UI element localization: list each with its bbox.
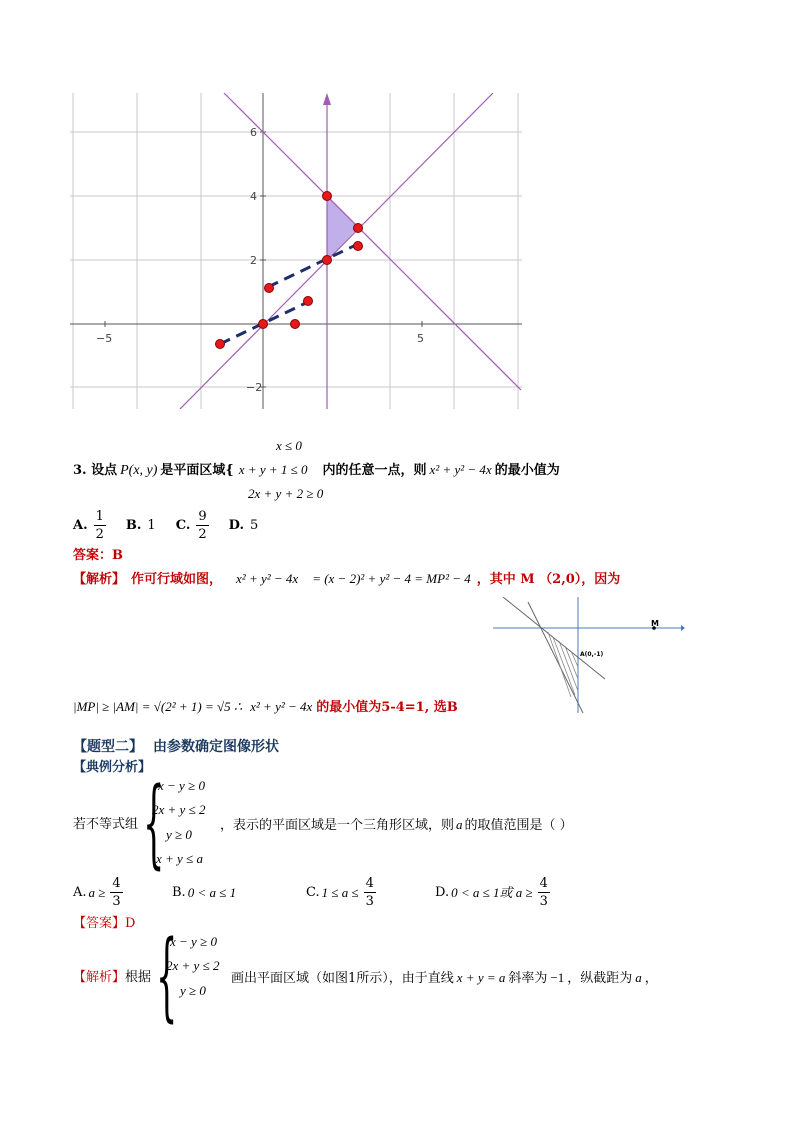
q3-analysis-line2: [73, 699, 458, 716]
y-tick-6: 6: [250, 126, 257, 139]
type2-analysis-int: ，纵截距为: [567, 971, 633, 986]
type2-analysis-end: ，: [644, 971, 658, 986]
y-tick-neg2: −2: [246, 381, 263, 394]
type2-brace: {: [143, 767, 165, 879]
q3-expr: x² + y² − 4x: [429, 462, 492, 477]
q3-analysis-tag: 【解析】: [73, 572, 126, 587]
q3-system-line3: 2x + y + 2 ≥ 0: [248, 486, 324, 501]
type2-stem-end: 的取值范围是（ ）: [464, 818, 573, 833]
arrow-head: [323, 93, 331, 105]
q3-analysis-conclusion: 的最小值为5-4=1, 选B: [316, 700, 458, 715]
q3-option-a-value: $\frac{1}{2}$: [95, 509, 104, 542]
section-heading-tag: 【题型二】: [73, 739, 143, 755]
type2-analysis-pre: [73, 970, 151, 986]
section-heading-title: 由参数确定图像形状: [153, 739, 279, 755]
q3-system-line2: x + y + 1 ≤ 0: [238, 462, 308, 477]
small-figure-label-a: A(0,-1): [580, 651, 604, 658]
type2-sys-4: x + y ≤ a: [156, 851, 203, 866]
q3-suffix: 的最小值为: [494, 463, 560, 478]
type2-answer: 【答案】D: [73, 916, 136, 931]
x-tick-5: 5: [417, 332, 424, 345]
type2-analysis-slope-val: −1: [550, 970, 565, 985]
type2-stem-var: a: [456, 817, 463, 832]
type2-analysis-line: x + y = a: [456, 970, 506, 985]
type2-option-c: C. 1 ≤ a ≤ $\frac{4}{3}$: [306, 876, 374, 909]
q3-analysis-text2: ，其中 M （2,0），因为: [476, 572, 621, 587]
q3-stem: [73, 462, 560, 479]
q3-analysis-eq: = (x − 2)² + y² − 4 = MP² − 4: [312, 571, 471, 586]
q3-analysis-expr2: x² + y² − 4x: [250, 699, 313, 714]
q3-analysis-text1: 作可行域如图，: [131, 572, 223, 587]
q3-prefix: 3. 设点: [73, 463, 118, 478]
type2-option-a: A. a ≥ $\frac{4}{3}$: [73, 876, 121, 909]
q3-answer: 答案：B: [73, 548, 123, 563]
type2-stem-pre: 若不等式组: [73, 817, 139, 832]
q3-option-c-label: C.: [175, 517, 191, 533]
grid: [70, 93, 522, 409]
type2-analysis-slope: 斜率为: [508, 971, 548, 986]
line-x-plus-y: [224, 93, 521, 390]
type2-analysis-post-text: 画出平面区域（如图1所示），由于直线: [231, 971, 454, 986]
y-tick-4: 4: [250, 190, 257, 203]
type2-sys-2: 2x + y ≤ 2: [152, 802, 206, 817]
x-tick-neg5: −5: [96, 332, 113, 345]
type2-option-b: B. 0 < a ≤ 1: [172, 885, 237, 900]
q3-option-d-label: D.: [228, 517, 244, 533]
q3-option-d-value: 5: [249, 517, 259, 533]
q3-mid2: 内的任意一点，则: [322, 463, 427, 478]
type2-analysis-pre-text: 根据: [125, 970, 152, 985]
type2-analysis-int-var: a: [635, 970, 642, 985]
q3-analysis-line1: [73, 571, 620, 588]
type2-sys-3: y ≥ 0: [166, 827, 192, 842]
y-tick-2: 2: [250, 254, 257, 267]
q3-option-b-label: B.: [125, 517, 142, 533]
type2-analysis-post: [231, 970, 658, 987]
q3-analysis-ineq: |MP| ≥ |AM| = √(2² + 1) = √5 ∴: [73, 699, 243, 714]
type2-sys-1: x − y ≥ 0: [158, 778, 205, 793]
q3-option-c-value: $\frac{9}{2}$: [198, 509, 207, 542]
section-subheading: 【典例分析】: [73, 760, 152, 775]
line-y-eq-x: [180, 93, 493, 409]
q3-analysis-expr: x² + y² − 4x: [236, 571, 299, 586]
type2-analysis-sys-2: 2x + y ≤ 2: [166, 958, 220, 973]
q3-mid: 是平面区域{: [160, 463, 234, 478]
small-figure-label-m: M: [651, 619, 659, 628]
type2-analysis-sys-1: x − y ≥ 0: [170, 934, 217, 949]
q3-option-a-label: A.: [73, 517, 88, 533]
section-heading: [73, 739, 279, 755]
type2-analysis-tag: 【解析】: [73, 970, 126, 985]
type2-stem-text: ，表示的平面区域是一个三角形区域，则: [220, 818, 455, 833]
q3-option-b-value: 1: [147, 517, 156, 533]
q3-system-line1: x ≤ 0: [276, 438, 302, 453]
type2-stem-post: [220, 817, 573, 834]
type2-analysis-brace: {: [156, 920, 178, 1032]
type2-analysis-sys-3: y ≥ 0: [180, 983, 206, 998]
q3-point: P(x, y): [120, 463, 158, 478]
type2-option-d: D. 0 < a ≤ 1或 a ≥ $\frac{4}{3}$: [435, 876, 548, 909]
coordinate-graph: [70, 93, 522, 409]
q3-options: [73, 508, 258, 543]
dashed-lines: [220, 243, 360, 344]
